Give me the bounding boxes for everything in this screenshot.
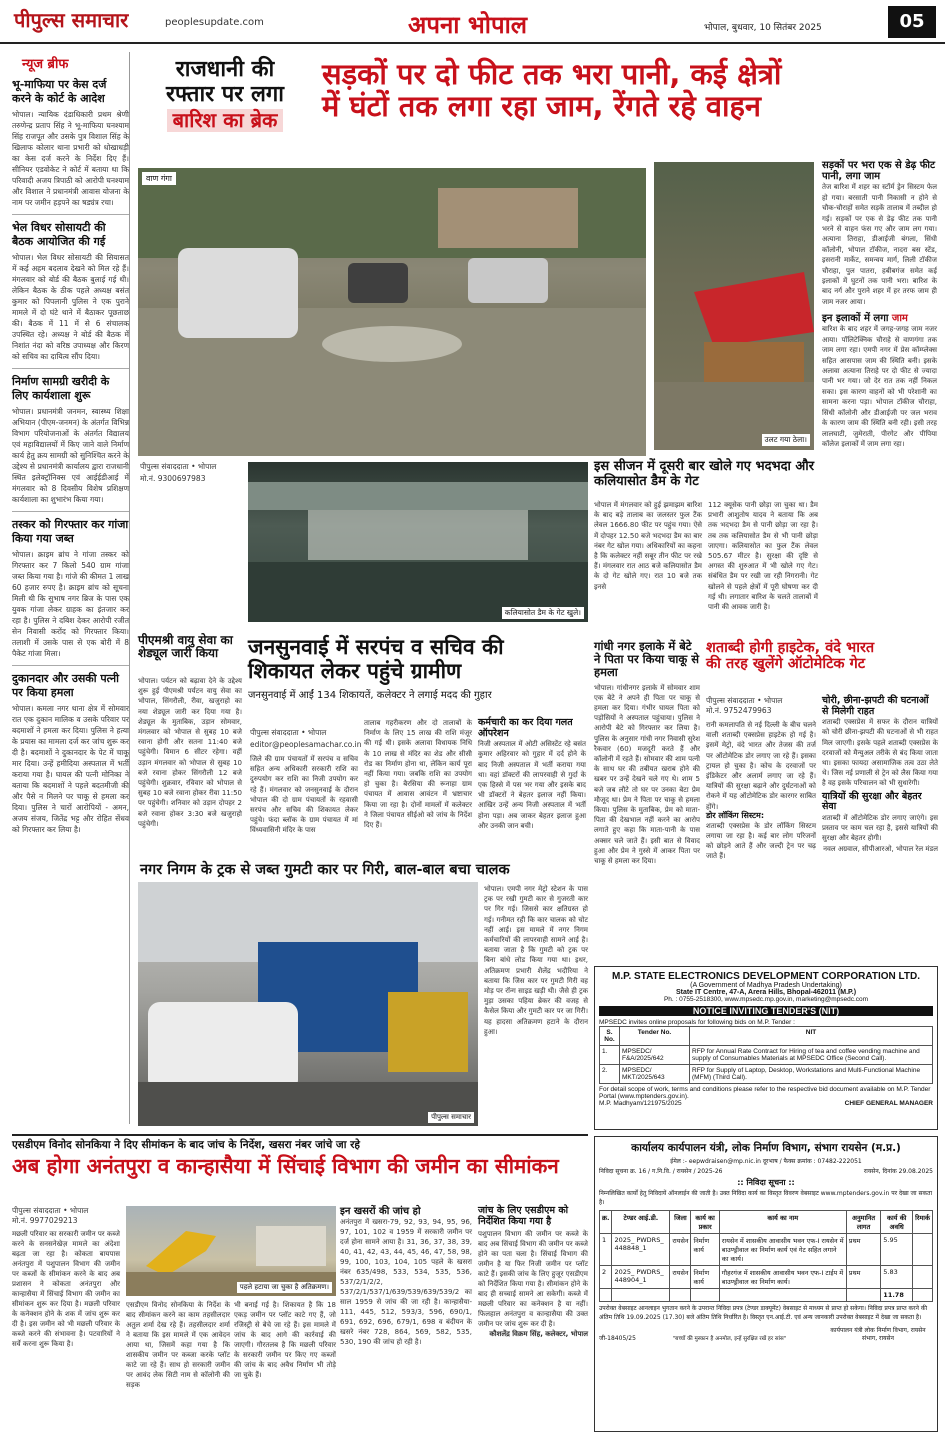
flood-photo-illustration [138, 168, 646, 456]
table-cell: रायसेन में शासकीय आवासीय भवन एफ-I रायसेन में बाउण्ड्रीवाल का निर्माण कार्य एवं गेट सहित लगाने का कार्य। [719, 1234, 846, 1266]
kicker-highlight: बारिश का ब्रेक [167, 109, 284, 131]
ad-ref [599, 1100, 933, 1107]
ad-signatory: CHIEF GENERAL MANAGER [844, 1100, 933, 1107]
sdm-body-2: एसडीएम विनोद सोनकिया के निर्देश के बाद सीमांकन करने का काम तहसीलदार अतुल शर्मा देख रहे हैं। तहसीलदार शर्मा ने बताया कि इस मामले में एक आवेदन आया था, जिसमें कहा गया है कि शासकीय जमीन पर कब्जा करके प्लॉट काटे जा रहे हैं। साथ हो सरकारी जमीन पर आवंद लेक सिटी नाम से कॉलोनी की सड़क [126, 1301, 230, 1389]
brief-headline: तस्कर को गिरफ्तार कर गांजा किया गया जब्त [12, 518, 129, 545]
brief-body: भोपाल। भेल विधर सोसायटी की सियासत में कई अहम बदलाव देखने को मिल रहे हैं। मंगलवार को बोर्ड की बैठक बुलाई गई थी। लेकिन बैठक के ठीक पहले अध्यक्ष बसंत कुमार को पिपलानी पुलिस ने एक पुराने मामले में दो घंटे थाने में बैठाकर पूछताछ की। बैठक में 11 में से 6 संचालक उपस्थित रहे। अध्यक्ष ने बोर्ड की बैठक में निशांत नंदा को वरिष्ठ उपाध्यक्ष और किरण को सचिव का दायित्व सौंप दिया। [12, 253, 129, 361]
ad-footer: उपरोक्त वेबसाइट आनलाइन भुगतान करने के उपरान्त निविदा प्रपत्र (टेण्डर डाक्यूमेंट) वेबसाइट से माध्यम से प्राप्त हो सकेगा। निविदा प्रपत्र प्राप्त करने की अंतिम तिथि 19.09.2025 (17.30) बजे अंतिम तिथि निर्धारित है। विस्तृत एन.आई.टी. एवं अन्य जानकारी उपरोक्त वेबसाइट में देखा जा सकता है। [599, 1305, 928, 1321]
table-row [600, 1065, 933, 1084]
lead-side-column [822, 160, 937, 449]
ad-ref-left: निविदा सूचना क्र. 16 / ग.नि.वि. / रायसेन / 2025-26 [599, 1168, 723, 1175]
side-subhead-2-highlight: जाम [891, 313, 908, 325]
brief-body: भोपाल। कमला नगर थाना क्षेत्र में सोमवार रात एक दुकान मालिक व उसके परिवार पर बदमाशों ने हमला कर दिया। पुलिस ने हत्या के प्रयास का मामला दर्ज कर जांच शुरू कर दी है। बदमाशों ने दुकानदार के पेट में चाकू मार दिया। उन्हें हमीदिया अस्पताल में भर्ती कराया गया है। घायल की पत्नी मोनिका ने बताया कि बदमाशों ने पहले बदतमीजी की और पैसे न मिलने पर चाकू से हमला कर दिया। पुलिस ने चारों आरोपियों - अमन, अजय संजय, जितेंद्र भट्ट और रोहित सेंधव को गिरफ्तार कर लिया है। [12, 704, 129, 834]
table-cell [913, 1266, 933, 1289]
ad-tender-table [599, 1026, 933, 1084]
demolition-photo [126, 1206, 336, 1296]
truck-accident-photo [138, 882, 478, 1126]
brief-body: भोपाल। प्रधानमंत्री जनमन, स्वास्थ्य शिक्षा अभियान (पीएम-जनमन) के अंतर्गत विभिन्न विभाग परियोजनाओं के अंतर्गत विद्यालय एवं महाविद्यालयों में किए जाने वाले निर्माण कार्य हेतु क्रय सामग्री को सुनिश्चित करने के उद्देश्य से प्रधानमंत्री कार्यालय द्वारा राजधानी स्थित इलेक्ट्रॉनिक्स एवं आईईडीआई में मंगलवार को 8 दिवसीय विशेष प्रशिक्षण कार्यशाला का शुभारंभ किया गया। [12, 407, 129, 504]
dam-gate-photo [248, 462, 588, 622]
table-cell: निर्माण कार्य [691, 1234, 719, 1266]
ad-address: State IT Centre, 47-A, Arera Hills, Bhopal-462011 (M.P.) [675, 989, 857, 996]
table-cell: प्रथम [846, 1234, 880, 1266]
photo-credit: पीपुल्स समाचार [428, 1112, 474, 1123]
table-cell: 2. [600, 1065, 620, 1084]
shatabdi-side-body: शताब्दी एक्सप्रेस में सफर के दौरान यात्रियों को चोरी छीना-झपटी की घटनाओं से भी राहत मिल जाएगी। इसके पहले शताब्दी एक्सप्रेस के दरवाजों को मैन्युअल तरीके से बंद किया जाता था। इसका फायदा असामाजिक तत्व उठा लेते थे। जिस नई प्रणाली से ट्रेन को लैस किया गया है वह इसके परिचालन को भी सुधारेगी। [822, 718, 938, 788]
sdm-body-3: भी बनाई गई है। शिकायत है कि 18 एकड़ जमीन पर प्लॉट काटे गए हैं, जो रजिस्ट्री से बेचे जा रहे हैं। इस मामले में जांच के बाद आगे की कार्रवाई की जाएगी। गौरतलब है कि मछली परिवार के सरकारी जमीन पर किए गए कब्जों की जांच के बाद अवैध निर्माण भी तोड़े जा चुके हैं। [234, 1301, 336, 1379]
page-number: 05 [888, 6, 936, 38]
brief-body: भोपाल। न्यायिक दंडाधिकारी प्रथम श्रेणी तरुणेन्द्र प्रताप सिंह ने भू-माफिया घनश्याम सिंह राजपूत और उसके पुत्र विशाल सिंह के खिलाफ कोलार थाना प्रभारी को धोखाधड़ी का केस दर्ज करने के निर्देश दिए हैं। सीनियर एडवोकेट ने कोर्ट में बताया था कि परिवादी अजय त्रिपाठी को आरोपी घनश्याम और विशाल ने प्रधानमंत्री आवास योजना के नाम पर जमीन हड़पने का षड्यंत्र रचा। [12, 110, 129, 207]
truck-photo-illustration [138, 882, 478, 1126]
table-cell: RFP for Annual Rate Contract for Hiring of tea and coffee vending machine and supply of Consumables Materials at MPSEDC Office (Second Call). [690, 1046, 933, 1065]
ad-phone: Ph. : 0755-2518300, www.mpsedc.mp.gov.in, marketing@mpsedc.com [663, 996, 869, 1003]
table-cell: रायसेन [670, 1234, 691, 1266]
sdm-body-1: मछली परिवार का सरकारी जमीन पर कब्जे करने के सनसनेखेज़ मामले का अंदेशा बढ़ता जा रहा है। कोकता बायपास अनंतपुरा में पशुपालन विभाग की जमीन पर कब्जों के सीमांकन करने के बाद अब प्रशासन ने कोकता अनंतपुरा और कान्हासैया में सिंचाई विभाग की जमीन का सीमांकन शुरू कर दिया है। मछली परिवार के कनेक्शन होने के शक में जांच शुरू कर दी है। इस जमीन को भी मछली परिवार के कब्जे करने की संभावना है। पटवारियों ने सर्वे करना शुरू किया है। [12, 1230, 120, 1348]
shatabdi-credit: पीपुल्स संवाददाता • भोपाल [706, 696, 783, 705]
headline-line: की तरह खुलेंगे ऑटोमेटिक गेट [706, 656, 866, 673]
cart-photo-illustration [654, 162, 814, 450]
photo-caption: उलट गया ठेला। [762, 434, 811, 446]
sdm-headline-block [12, 1134, 588, 1178]
janasunvai-sub-2 [478, 718, 586, 831]
shatabdi-mobile: मो.नं. 9752479963 [706, 706, 772, 715]
table-cell: 5.83 [881, 1266, 913, 1289]
side-body: तेज बारिश में शहर का स्टॉर्म ड्रेन सिस्टम फेल हो गया। बरसाती पानी निकासी न होने से चौक-चौराहों समेत सड़कें तालाब में तब्दील हो गई। सड़कों पर एक से डेढ़ फीट तक पानी भरने से वाहन फंस गए और जाम लग गया। अत्याना तिराहा, डीआईजी बंगला, सिंधी कॉलोनी, भोपाल टॉकीज, नादरा बस स्टेंड, इसरानी मार्केट, समन्वय मार्ग, लिली टॉकीज चौराहा, पुल पातरा, हबीबगंज समेत कई इलाकों में घुटनों तक पानी भरा। बारिश के बाद नर्ग और पुराने शहर में हर तरफ जाम ही जाम नजर आया। [822, 183, 937, 306]
vayu-headline: पीएमश्री वायु सेवा का शेड्यूल जारी किया [138, 633, 233, 661]
dam-body-2: 112 क्यूसेक पानी छोड़ा जा चुका था। डैम प्रभारी आशुतोष यादव ने बताया कि अब तक भदभदा डैम से पानी छोड़ा जा रहा है। तब तक कलियासोत डैम से भी पानी छोड़ा जाएगा। कलियासोत का फुल टैंक लेवल 505.67 मीटर है। सुरक्षा की दृष्टि से अगस्त की शुरुआत में भी खोले गए गेट। संबंधित डैम पर रखी जा रही निगरानी। गेट खोलने से पहले क्षेत्रों में पूरी घोषणा कर दी गई थी। लगातार बारिश के चलते तालाबों में पानी की आवक जारी है। [708, 501, 818, 612]
table-cell [913, 1234, 933, 1266]
issue-date: भोपाल, बुधवार, 10 सितंबर 2025 [704, 23, 822, 33]
janasunvai-body-1: जिले की ग्राम पंचायतों में सरपंच व सचिव सहित अन्य अधिकारी सरकारी राशि का दुरुपयोग कर राशि का निजी उपयोग कर रहे हैं। मंगलवार को जनसुनवाई के दौरान भोपाल की दो ग्राम पंचायतों के रहवासी सरपंच और सचिव की शिकायत लेकर पहुंचे। फंदा ब्लॉक के ग्राम पंचायत में मां विंध्यवासिनी मंदिर के पास [250, 755, 358, 835]
table-cell: MPSEDC/ F&A/2025/642 [620, 1046, 690, 1065]
table-cell [600, 1289, 612, 1302]
ad-title: कार्यालय कार्यपालन यंत्री, लोक निर्माण विभाग, संभाग रायसेन (म.प्र.) [631, 1142, 901, 1154]
news-brief-column [12, 52, 130, 1124]
kicker-line: राजधानी की [175, 57, 275, 82]
kicker-line: रफ्तार पर लगा [166, 81, 284, 107]
side-subhead: सड़कों पर भरा एक से डेढ़ फीट पानी, लगा जाम [822, 160, 936, 183]
shatabdi-quote-by: नवल अग्रवाल, सीपीआरओ, भोपाल रेल मंडल [823, 844, 938, 853]
collector-quote [478, 1206, 588, 1340]
brand-logo: पीपुल्स समाचार [14, 8, 129, 32]
table-cell: 11.78 [881, 1289, 913, 1302]
subhead: कर्मचारी का कर दिया गलत ऑपरेशन [478, 717, 573, 739]
quote-body: पशुपालन विभाग की जमीन पर कब्जे के बाद अब सिंचाई विभाग की जमीन पर कब्जे होने का पता चला है। सिंचाई विभाग की जमीन है या फिर निजी जमीन पर प्लॉट काटे हैं। इसकी जांच के लिए हुजूर एसडीएम को निर्देशित किया गया है। सीमांकन होने के बाद ही सच्चाई सामने आ सकेगी। कब्जे में मछली परिवार का कनेक्शन है या नहीं। फिलहाल अनंतपुरा व कान्हासैया की उक्त जमीन पर जांच शुरू कर दी है। [478, 1230, 588, 1329]
lead-credit: पीपुल्स संवाददाता • भोपाल [140, 462, 217, 471]
col-header: कार्य का नाम [719, 1211, 846, 1234]
headline-line: शताब्दी होगी हाइटेक, वंदे भारत [706, 640, 875, 656]
lead-mobile: मो.नं. 9300697983 [140, 474, 206, 483]
side-subhead-2-text: इन इलाकों में लगा [822, 313, 889, 325]
news-brief-tag: न्यूज ब्रीफ [22, 57, 69, 72]
headline-line: शिकायत लेकर पहुंचे ग्रामीण [248, 658, 462, 683]
photo-location-label: वाण गंगा [142, 172, 176, 185]
table-cell: 1. [600, 1046, 620, 1065]
brief-headline: भू-माफिया पर केस दर्ज करने के कोर्ट के आदेश [12, 78, 107, 105]
side-body-2: बारिश के बाद शहर में जगह-जगह जाम नजर आया। पॉलिटेक्निक चौराहे से वाणगंगा तक जाम लगा रहा। एमपी नगर में प्रेस कॉम्प्लेक्स सहित आसपास जाम की स्थिति बनी। इसके अलावा अत्याना तिराहे पर दो फीट से ज्यादा पानी भर गया। जो देर रात तक नहीं निकल सका। इस कारण वाहनों को भी परेशानी का सामना करना पड़ा। भोपाल टॉकीज चौराहा, सिंधी कॉलोनी और डीआईजी पर जल भराव के कारण जाम की स्थिति बनी रही। इसी तरह लालघाटी, जुमेराती, पीरगेट और पीपिया कॉलेज इलाकों में जाम लगा रहा। [822, 325, 937, 448]
overturned-cart-photo [654, 162, 814, 450]
flood-road-photo [138, 168, 646, 456]
page-header [0, 0, 945, 44]
photo-caption: कलियासोत डैम के गेट खुले। [502, 607, 584, 619]
ad-slogan: "बच्चों की मुस्कान है अनमोल, इन्हें सुरक्षित रखें हर सांस" [672, 1336, 787, 1342]
dam-body-1: भोपाल में मंगलवार को हुई झमाझम बारिश के बाद बड़े तालाब का जलस्तर फुल टैंक लेवल 1666.80 फीट पर पहुंच गया। ऐसे में दोपहर 12.50 बजे भदभदा डैम का बार नंबर गेट खोल गया। अधिकारियों का कहना है कि कलेक्टर नहीं सबूर तीन फीट पर रखे हैं। मंगलवार रात आठ बजे कलियासोत डैम के दो गेट खोले गए। रात 10 बजे तक इनसे [594, 501, 702, 591]
janasunvai-subhead: जनसुनवाई में आईं 134 शिकायतें, कलेक्टर ने लगाई मदद की गुहार [248, 690, 492, 702]
sdm-kicker: एसडीएम विनोद सोनकिया ने दिए सीमांकन के बाद जांच के निर्देश, खसरा नंबर जांचे जा रहे [12, 1139, 360, 1151]
ad-notice: :: निविदा सूचना :: [737, 1178, 795, 1187]
col-header: S. No. [600, 1027, 620, 1046]
shatabdi-side-head-2: यात्रियों की सुरक्षा और बेहतर सेवा [822, 790, 922, 813]
table-cell: 2025_ PWDRS_ 448904_1 [612, 1266, 670, 1289]
lead-headline [322, 58, 934, 123]
brief-item [12, 78, 129, 208]
ad-notice: NOTICE INVITING TENDER'S (NIT) [599, 1006, 933, 1016]
janasunvai-headline-block [248, 636, 588, 701]
gandhi-headline: गांधी नगर इलाके में बेटे ने पिता पर किया चाकू से हमला [594, 639, 700, 679]
table-cell: 2 [600, 1266, 612, 1289]
shatabdi-side-head: चोरी, छीना-झपटी की घटनाओं से मिलेगी राहत [822, 695, 929, 717]
janasunvai-body-2: तालाब गहरीकरण और दो तालाबों के निर्माण के लिए 15 लाख की राशि मंजूर की गई थी। इसके अलावा विधायक निधि के 10 लाख से मंदिर का शेड और सीसी रोड का निर्माण होना था, लेकिन कार्य पूरा नहीं किया गया। जबकि राशि का उपयोग हो चुका है। बैरसिया की रूनाहा ग्राम पंचायत में आवास आवंटन में भ्रष्टाचार किया जा रहा है। दोनों मामलों में कलेक्टर ने जिला पंचायत सीईओ को जांच के निर्देश दिए हैं। [364, 719, 472, 830]
table-cell: 2025_ PWDRS_ 448848_1 [612, 1234, 670, 1266]
table-cell: 1 [600, 1234, 612, 1266]
vayu-story [138, 634, 242, 661]
shatabdi-sub: डोर लॉकिंग सिस्टम: [706, 810, 765, 820]
lead-kicker [140, 58, 310, 132]
table-cell: 5.95 [881, 1234, 913, 1266]
khasra-body: अनंतपुरा में खसरा-79, 92, 93, 94, 95, 96, 97, 101, 102 व 1959 में सरकारी जमीन पर दर्ज होना सामने आया है। 31, 36, 37, 38, 39, 40, 41, 42, 43, 44, 45, 46, 47, 58, 98, 99, 100, 103, 104, 105 पहले के खसरा नंबर 635/498, 533, 534, 535, 536, 537/2/1/2/2, 537/2/1/537/1/639/539/639/539/2 का साल 1959 से जांच की जा रही है। कान्हासैया- 111, 445, 512, 593/3, 596, 690/1, 691, 692, 696, 679/1, 698 व बंदीयन के खसरे नंबर 728, 864, 569, 582, 535, 530, 190 की जांच हो रही है। [340, 1218, 472, 1347]
table-cell: MPSEDC/ MKT/2025/643 [620, 1065, 690, 1084]
col-header: Tender No. [620, 1027, 690, 1046]
brief-item [12, 511, 129, 659]
table-row [600, 1266, 933, 1289]
table-cell [691, 1289, 719, 1302]
sub-body: निजी अस्पताल में ओटी असिस्टेंट रहे बसंत कुमार अहिरवार को गुहार में दर्द होने के बाद निजी अस्पताल में भर्ती कराया गया था। वहां डॉक्टरों की लापरवाही से गुर्दा के एक हिस्से में पस भर गया और इसके बाद भी डॉक्टरों ने बेहतर इलाज नहीं किया। आखिर उन्हें अन्य निजी अस्पताल में भर्ती होना पड़ा। अब जाकर बेहतर इलाज हुआ और उनकी जान बची। [478, 740, 586, 830]
table-row [600, 1046, 933, 1065]
gandhi-body: भोपाल। गांधीनगर इलाके में सोमवार शाम एक बेटे ने अपने ही पिता पर चाकू से हमला कर दिया। गंभीर घायल पिता को पड़ोसियों ने अस्पताल पहुंचाया। पुलिस ने आरोपी बेटे को गिरफ्तार कर लिया है। पुलिस के अनुसार गांधी नगर निवासी सुरेश रैकवार (60) मजदूरी करते हैं और कॉलोनी में रहते हैं। सोमवार की शाम पत्नी के साथ घर की तबीयत खराब होने की खबर पर उन्हें देखने चले गए थे। शाम 5 बजे जब लौटे तो घर पर उनका बेटा प्रेम मौजूद था। प्रेम ने पिता पर चाकू से हमला किया। पुलिस के मुताबिक, प्रेम को माता-पिता की देखभाल नहीं करने का आरोप लगाते हुए कहा कि माता-पानी के पास अक्सर चले जाते हैं। इसी बात से विवाद हुआ और प्रेम ने गुस्से में आकर पिता पर चाकू से हमला कर दिया। [594, 683, 700, 866]
ad-contact: ईमेल :- eepwdraisen@mp.nic.in दूरभाष / फैक्स क्रमांक : 07482-222051 [670, 1158, 862, 1165]
janasunvai-email[interactable]: editor@peoplesamachar.co.in [250, 740, 362, 749]
ad-ref-code: M.P. Madhyam/121975/2025 [599, 1100, 682, 1107]
col-header: अनुमानित लागत [846, 1211, 880, 1234]
ad-ref-row [599, 1167, 933, 1175]
site-url[interactable]: peoplesupdate.com [165, 17, 264, 28]
dam-photo-illustration [248, 462, 588, 622]
table-cell [612, 1289, 670, 1302]
truck-headline: नगर निगम के ट्रक से जब्त गुमटी कार पर गिरी, बाल-बाल बचा चालक [140, 862, 510, 878]
ad-intro: MPSEDC invites online proposals for following bids on M.P. Tender : [599, 1019, 795, 1026]
quote-head: जांच के लिए एसडीएम को निर्देशित किया गया है [478, 1205, 569, 1227]
brief-headline: दुकानदार और उसकी पत्नी पर किया हमला [12, 672, 120, 699]
ad-ref-right: रायसेन, दिनांक 29.08.2025 [863, 1168, 933, 1175]
table-cell [719, 1289, 846, 1302]
headline-line: में घंटों तक लगा रहा जाम, रेंगते रहे वाहन [322, 89, 761, 124]
col-header: क्र. [600, 1211, 612, 1234]
table-cell [846, 1289, 880, 1302]
shatabdi-quote: शताब्दी में ऑटोमेटिक डोर लगाए जाएंगे। इस प्रस्ताव पर काम चल रहा है, इससे यात्रियों की सुरक्षा और बेहतर होगी। [822, 813, 938, 843]
quote-by: कौशलेंद्र विक्रम सिंह, कलेक्टर, भोपाल [489, 1330, 588, 1339]
ad-signatory: कार्यपालन यंत्री लोक निर्माण विभाग, रायसेन संभाग, रायसेन [830, 1327, 926, 1342]
table-cell: रायसेन [670, 1266, 691, 1289]
headline-line: जनसुनवाई में सरपंच व सचिव की [248, 635, 504, 659]
sdm-headline: अब होगा अनंतपुरा व कान्हासैया में सिंचाई विभाग की जमीन का सीमांकन [12, 1153, 559, 1178]
table-row [600, 1289, 933, 1302]
pwd-tender-ad [594, 1136, 938, 1432]
side-subhead-2 [822, 313, 937, 324]
mpsedc-tender-ad [594, 966, 938, 1130]
ad-tender-table [599, 1210, 933, 1302]
truck-body: भोपाल। एमपी नगर मेट्रो स्टेशन के पास ट्रक पर रखी गुमटी कार से गुजरती कार पर गिर गई। जिससे कार क्षतिग्रस्त हो गई। गनीमत रही कि कार चालक को चोट नहीं आई। इस मामले में नगर निगम कर्मचारियों की लापरवाही सामने आई है। बताया जाता है कि गुमटी को ट्रक पर बिना बांधे लोड किया गया था। इधर, अतिक्रमण प्रभारी शैलेंद्र भदौरिया ने बताया कि जिस कार पर गुमटी गिरी वह मोड़ पर रॉन्ग साइड खड़ी थी। जैसे ही ट्रक मुड़ा उसका पहिया ब्रेकर की वजह से कैसेल किया और गुमटी कार पर जा गिरी। यह हादसा अतिक्रमण हटाने के दौरान हुआ। [484, 885, 588, 1036]
table-cell [913, 1289, 933, 1302]
brief-item [12, 665, 129, 835]
ad-intro: निम्नलिखित कार्यों हेतु निविदायें ऑनलाईन की जाती है। उक्त निविदा कार्य का विस्तृत विवरण वेबसाइट www.mptenders.gov.in पर देखा जा सकता है। [599, 1190, 933, 1206]
table-cell: प्रथम [846, 1266, 880, 1289]
table-row [600, 1234, 933, 1266]
col-header: जिला [670, 1211, 691, 1234]
brief-body: भोपाल। क्राइम ब्रांच ने गांजा तस्कर को गिरफ्तार कर 7 किलो 540 ग्राम गांजा जब्त किया गया है। गांजे की कीमत 1 लाख 60 हजार रुपए है। क्राइम ब्रांच को सूचना मिली थी कि सुभाष नगर ब्रिज के पास एक युवक गांजा लेकर ग्राहक का इंतजार कर रहा है। पुलिस ने दबिश देकर आरोपी रजीत सेन निवासी करोंद को गिरफ्तार किया। तलाशी में उसके पास से एक बोरी में 8 पैकेट गांजा मिला। [12, 550, 129, 658]
shatabdi-headline-block [706, 640, 938, 672]
brief-headline: निर्माण सामग्री खरीदी के लिए कार्यशाला शुरू [12, 375, 110, 402]
sdm-col-1 [12, 1206, 120, 1349]
ad-subtitle: (A Government of Madhya Pradesh Undertaking) [690, 982, 842, 989]
section-title: अपना भोपाल [408, 11, 528, 39]
gandhi-story [594, 640, 700, 866]
shatabdi-side [822, 696, 938, 854]
dam-headline: इस सीजन में दूसरी बार खोले गए भदभदा और कलियासोत डैम के गेट [594, 459, 815, 489]
headline-line: सड़कों पर दो फीट तक भरा पानी, कई क्षेत्रों [322, 57, 782, 91]
ad-title: M.P. STATE ELECTRONICS DEVELOPMENT CORPORATION LTD. [612, 971, 920, 982]
table-cell: RFP for Supply of Laptop, Desktop, Workstations and Multi-Functional Machine (MFM) (Third Call). [690, 1065, 933, 1084]
ad-bottom [599, 1326, 933, 1342]
ad-footer: For detail scope of work, terms and conditions please refer to the respective bid document available on M.P. Tender Portal (www.mptenders.gov.in). [599, 1086, 931, 1100]
col-header: रिमार्क [913, 1211, 933, 1234]
photo-caption: पहले हटाया जा चुका है अतिक्रमण। [237, 1282, 332, 1293]
shatabdi-col [706, 696, 816, 862]
table-cell: निर्माण कार्य [691, 1266, 719, 1289]
col-header: कार्य का प्रकार [691, 1211, 719, 1234]
brief-headline: भेल विधर सोसायटी की बैठक आयोजित की गई [12, 221, 106, 248]
table-cell [670, 1289, 691, 1302]
brief-item [12, 368, 129, 505]
ad-ref-code: जी-18405/25 [599, 1335, 636, 1342]
table-cell: गौहरगंज में शासकीय आवासीय भवन एफ-I टाईप में बाउण्ड्रीवाल का निर्माण कार्य। [719, 1266, 846, 1289]
khasra-box [340, 1206, 472, 1347]
col-header: टेण्डर आई.डी. [612, 1211, 670, 1234]
vayu-body: भोपाल। पर्यटन को बढ़ावा देने के उद्देश्य शुरू हुई पीएमश्री पर्यटन वायु सेवा का भोपाल, सिंगरौली, रीवा, खजुराहो का नया शेड्यूल जारी कर दिया गया है। शेड्यूल के मुताबिक, उड़ान सोमवार, मंगलवार को भोपाल से सुबह 10 बजे रवाना होगी और सतना 11:40 बजे पहुंचेगी। विमान 6 सीटर रहेगा। वहीं उड़ान मंगलवार को भोपाल से सुबह 10 बजे रवाना होकर सिंगरौली 12 बजे पहुंचेगी। शुक्रवार, रविवार को भोपाल से सुबह 10 बजे रवाना होकर रीवा 11:50 पर पहुंचेगी। शनिवार को उड़ान दोपहर 2 बजे रवाना होकर 3:30 बजे खजुराहो पहुंचेगी। [138, 677, 242, 828]
shatabdi-body-2: शताब्दी एक्सप्रेस के डोर लॉकिंग सिस्टम लगाया जा रहा है। कई बार लोग परिजनों को छोड़ने आते हैं और जल्दी ट्रेन पर चढ़ जाते हैं। [706, 821, 816, 861]
khasra-head: इन खसरों की जांच हो [340, 1206, 421, 1217]
col-header: कार्य की अवधि [881, 1211, 913, 1234]
sdm-credit: पीपुल्स संवाददाता • भोपाल [12, 1206, 89, 1215]
sdm-mobile: मो.नं. 9977029213 [12, 1216, 78, 1225]
shatabdi-body-1: रानी कमलापति से नई दिल्ली के बीच चलने वाली शताब्दी एक्सप्रेस हाइटेक हो गई है। इसमें मेट्रो, वंदे भारत और तेजस की तर्ज पर ऑटोमेटिक डोर लगाए जा रहे हैं। इसका ट्रायल हो चुका है। कोच के दरवाजों पर इंडिकेटर और अलार्म लगाए जा रहे हैं। यात्रियों की सुरक्षा बढ़ाने और दुर्घटनाओं को रोकने में यह ऑटोमेटिक डोर कारगर साबित होंगे। [706, 721, 816, 811]
col-header: NIT [690, 1027, 933, 1046]
brief-item [12, 214, 129, 362]
janasunvai-credit: पीपुल्स संवाददाता • भोपाल [250, 728, 327, 737]
